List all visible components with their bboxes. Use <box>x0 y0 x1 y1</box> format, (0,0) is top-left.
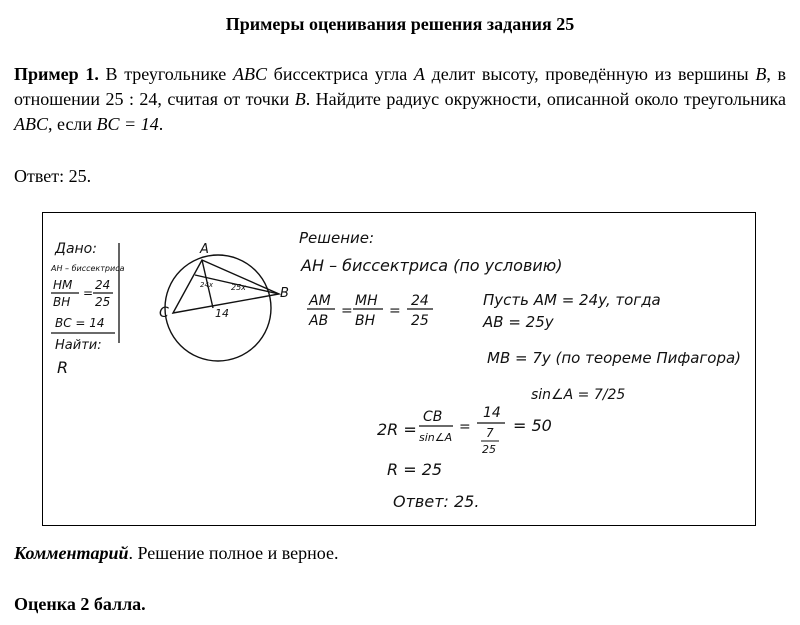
let-line: Пусть AM = 24y, тогда <box>483 291 661 309</box>
eq-sina: sin∠A <box>419 431 453 444</box>
math-ratio: 25 : 24 <box>105 89 158 109</box>
equals: = <box>341 303 353 319</box>
eq-14: 14 <box>483 405 501 421</box>
frac-am: AM <box>309 293 331 309</box>
eq-7: 7 <box>486 426 494 440</box>
ab-line: AB = 25y <box>483 313 554 331</box>
math-abc: ABC <box>232 64 267 84</box>
grade-line: Оценка 2 балла. <box>14 594 146 614</box>
fig-label-a: A <box>200 242 209 257</box>
given-bc: BC = 14 <box>55 316 105 330</box>
sin-line: sin∠A = 7/25 <box>531 387 626 403</box>
example-text <box>14 62 786 137</box>
twor-label: 2R = <box>377 420 417 439</box>
comment-label: Комментарий <box>14 543 129 563</box>
handwritten-solution-scan <box>42 212 756 526</box>
text-part: , в отношении <box>14 64 786 109</box>
page-title: Примеры оценивания решения задания 25 <box>225 14 575 34</box>
math-condition: BC = 14 <box>96 114 159 134</box>
r-line: R = 25 <box>387 460 443 479</box>
math-b: B <box>755 64 767 84</box>
text-part: биссектриса угла <box>266 64 414 84</box>
given-title: Дано: <box>55 241 97 257</box>
text-part: В треугольнике <box>98 64 233 84</box>
given-ah: AH – биссектриса <box>51 264 125 273</box>
scan-answer-line: Ответ: 25. <box>393 492 480 511</box>
fig-label-24x: 24x <box>200 281 214 289</box>
frac-ab: AB <box>309 313 329 329</box>
comment-text: . Решение полное и верное. <box>128 543 339 563</box>
math-b: B <box>294 89 306 109</box>
fig-label-14: 14 <box>215 307 229 320</box>
answer-line: Ответ: 25. <box>14 166 92 186</box>
solution-title: Решение: <box>299 229 375 247</box>
text-part: . <box>158 114 164 134</box>
frac-25: 25 <box>411 313 429 329</box>
text-part: делит высоту, проведённую из вершины <box>424 64 756 84</box>
given-bh: BH <box>53 295 71 309</box>
eq-cb: CB <box>423 409 443 425</box>
given-eq: = <box>83 286 94 300</box>
comment-line <box>14 541 786 566</box>
math-abc: ABC <box>14 114 48 134</box>
text-part: , если <box>48 114 97 134</box>
fig-label-b: B <box>280 286 289 301</box>
find-r: R <box>57 358 69 377</box>
fig-label-c: C <box>159 305 169 321</box>
math-a: A <box>413 64 425 84</box>
solution-line-1: AH – биссектриса (по условию) <box>301 256 563 275</box>
given-25: 25 <box>95 295 111 309</box>
example-label: Пример 1. <box>14 64 99 84</box>
frac-bh: BH <box>355 313 376 329</box>
equals: = <box>389 303 401 319</box>
given-hm: HM <box>53 278 73 292</box>
eq-50: = 50 <box>513 416 552 435</box>
mb-line: MB = 7y (по теореме Пифагора) <box>487 349 742 367</box>
given-24: 24 <box>95 278 111 292</box>
eq-25: 25 <box>482 443 496 456</box>
scan-svg <box>43 213 757 527</box>
fig-label-25x: 25x <box>231 283 246 292</box>
frac-mh: MH <box>355 293 378 309</box>
equals: = <box>459 419 471 435</box>
text-part: , считая от точки <box>157 89 295 109</box>
text-part: . Найдите радиус окружности, описанной около треугольника <box>305 89 786 109</box>
frac-24: 24 <box>411 293 429 309</box>
triangle-abc <box>173 260 279 313</box>
find-title: Найти: <box>55 338 102 353</box>
